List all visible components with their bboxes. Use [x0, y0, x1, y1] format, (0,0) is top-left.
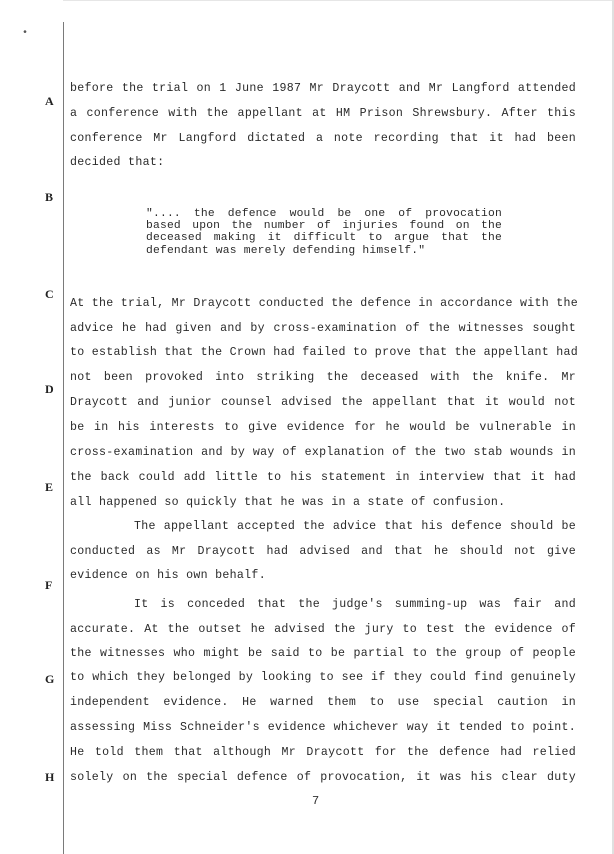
quote-line: deceased making it difficult to argue that the: [146, 232, 502, 245]
body-line: be in his interests to give evidence for he would be vulnerable in: [70, 421, 576, 434]
margin-marker-h: H: [45, 770, 55, 784]
body-line: solely on the special defence of provocation, it was his clear duty: [70, 771, 576, 784]
left-margin-rule: [63, 22, 64, 854]
body-line: He told them that although Mr Draycott for the defence had relied: [70, 746, 576, 759]
body-line: the witnesses who might be said to be partial to the group of people: [70, 647, 576, 660]
body-line: a conference with the appellant at HM Prison Shrewsbury. After this: [70, 107, 576, 120]
body-line: conducted as Mr Draycott had advised and that he should not give: [70, 545, 576, 558]
margin-marker-f: F: [45, 578, 53, 592]
page-top-edge: [63, 0, 614, 1]
body-line: decided that:: [70, 156, 165, 169]
body-line: before the trial on 1 June 1987 Mr Draycott and Mr Langford attended: [70, 82, 576, 95]
body-line: the back could add little to his statement in interview that it had: [70, 471, 576, 484]
margin-marker-g: G: [45, 672, 55, 686]
margin-marker-e: E: [45, 480, 54, 494]
body-line: conference Mr Langford dictated a note recording that it had been: [70, 132, 576, 145]
body-line: evidence on his own behalf.: [70, 569, 266, 582]
quote-line: defendant was merely defending himself.": [146, 244, 426, 257]
body-line: cross-examination and by way of explanation of the two stab wounds in: [70, 446, 576, 459]
margin-marker-b: B: [45, 190, 54, 204]
margin-marker-a: A: [45, 94, 54, 108]
margin-marker-c: C: [45, 287, 54, 301]
body-line: advice he had given and by cross-examination of the witnesses sought: [70, 322, 576, 335]
quote-line: ".... the defence would be one of provocation: [146, 208, 502, 220]
body-line: to establish that the Crown had failed to prove that the appellant had: [70, 346, 579, 359]
body-line: to which they belonged by looking to see if they could find genuinely: [70, 671, 576, 684]
quote-line: based upon the number of injuries found on the: [146, 220, 502, 233]
quoted-passage: [146, 208, 502, 257]
body-line: The appellant accepted the advice that his defence should be: [134, 520, 576, 533]
page-number: 7: [312, 794, 320, 808]
scan-speck: •: [22, 28, 29, 39]
body-line: At the trial, Mr Draycott conducted the defence in accordance with the: [70, 297, 579, 310]
body-line: all happened so quickly that he was in a state of confusion.: [70, 496, 506, 509]
body-line: accurate. At the outset he advised the jury to test the evidence of: [70, 623, 576, 636]
body-line: Draycott and junior counsel advised the appellant that it would not: [70, 396, 576, 409]
body-line: not been provoked into striking the deceased with the knife. Mr: [70, 371, 576, 384]
body-line: independent evidence. He warned them to use special caution in: [70, 696, 576, 709]
margin-marker-d: D: [45, 382, 54, 396]
body-line: It is conceded that the judge's summing-up was fair and: [134, 598, 576, 611]
body-line: assessing Miss Schneider's evidence whichever way it tended to point.: [70, 721, 576, 734]
